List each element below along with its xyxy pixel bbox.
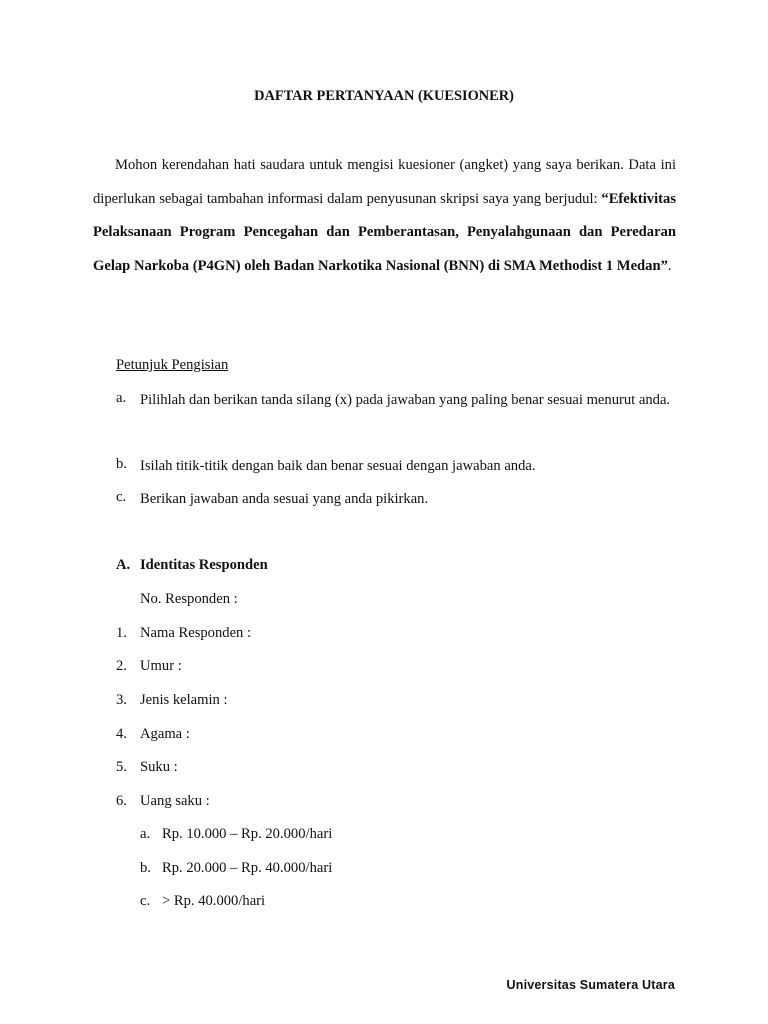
field-gender: Jenis kelamin : <box>140 692 228 708</box>
field-age: Umur : <box>140 658 182 674</box>
section-a-heading: Identitas Responden <box>140 557 268 573</box>
field-ethnicity: Suku : <box>140 759 178 775</box>
instruction-item-c <box>116 482 676 516</box>
option-mark: a. <box>140 826 151 842</box>
intro-end: . <box>667 257 672 274</box>
instruction-mark: b. <box>116 456 127 472</box>
footer-university: Universitas Sumatera Utara <box>506 978 675 992</box>
option-mark: b. <box>140 860 151 876</box>
respondent-number-field: No. Responden : <box>140 591 238 607</box>
instruction-text: Pilihlah dan berikan tanda silang (x) pada jawaban yang paling benar sesuai menurut anda. <box>140 392 671 408</box>
instruction-item-a <box>116 383 676 417</box>
pocket-money-option-a: Rp. 10.000 – Rp. 20.000/hari <box>162 826 333 842</box>
field-mark: 5. <box>116 759 127 775</box>
field-mark: 6. <box>116 793 127 809</box>
intro-text: Mohon kerendahan hati saudara untuk mengisi kuesioner (angket) yang saya berikan. Data ini diperlukan sebagai tambahan informasi dalam penyusunan skripsi saya yang berjudul: <box>93 157 676 207</box>
document-title: DAFTAR PERTANYAAN (KUESIONER) <box>254 88 514 104</box>
field-mark: 2. <box>116 658 127 674</box>
field-mark: 1. <box>116 625 127 641</box>
thesis-title: “Efektivitas Pelaksanaan Program Pencegahan dan Pemberantasan, Penyalahgunaan dan Peredaran Gelap Narkoba (P4GN) oleh Badan Narkotika Nasional (BNN) di SMA Methodist 1 Medan” <box>93 190 676 274</box>
pocket-money-option-b: Rp. 20.000 – Rp. 40.000/hari <box>162 860 333 876</box>
field-pocket-money: Uang saku : <box>140 793 210 809</box>
option-mark: c. <box>140 893 151 909</box>
field-mark: 4. <box>116 726 127 742</box>
instruction-mark: a. <box>116 390 127 406</box>
field-mark: 3. <box>116 692 127 708</box>
pocket-money-option-c: > Rp. 40.000/hari <box>162 893 266 909</box>
instruction-mark: c. <box>116 489 127 505</box>
instructions-heading: Petunjuk Pengisian <box>116 357 229 373</box>
instruction-item-b <box>116 449 676 483</box>
instruction-text: Berikan jawaban anda sesuai yang anda pikirkan. <box>140 491 429 507</box>
field-religion: Agama : <box>140 726 190 742</box>
section-a-mark: A. <box>116 557 131 573</box>
field-respondent-name: Nama Responden : <box>140 625 252 641</box>
instruction-text: Isilah titik-titik dengan baik dan benar sesuai dengan jawaban anda. <box>140 458 536 474</box>
intro-paragraph <box>93 149 676 283</box>
